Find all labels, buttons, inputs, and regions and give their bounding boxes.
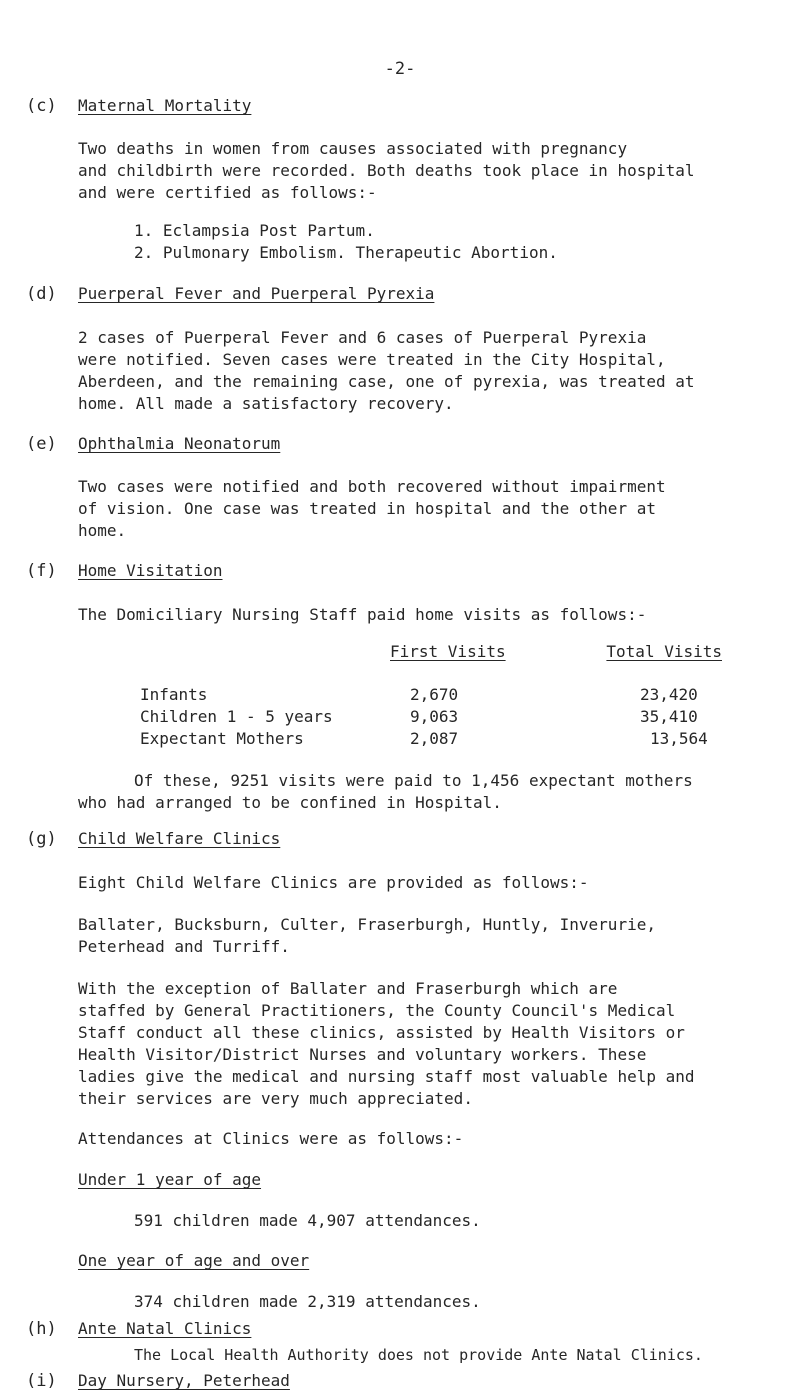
puerperal-line-3: Aberdeen, and the remaining case, one of pyrexia, was treated at: [78, 372, 695, 391]
puerperal-line-4: home. All made a satisfactory recovery.: [78, 394, 454, 413]
table-header-first-visits: First Visits: [390, 642, 506, 661]
clinic-staff-line-3: Staff conduct all these clinics, assisted by Health Visitors or: [78, 1023, 685, 1042]
section-letter-i: (i): [26, 1371, 57, 1391]
table-row-label: Infants: [140, 685, 208, 704]
clinic-staff-line-4: Health Visitor/District Nurses and voluntary workers. These: [78, 1045, 647, 1064]
maternal-item-2: 2. Pulmonary Embolism. Therapeutic Abortion.: [134, 243, 558, 262]
visits-note-line-1: Of these, 9251 visits were paid to 1,456 expectant mothers: [134, 771, 693, 790]
section-letter-f: (f): [26, 561, 57, 581]
table-cell-total: 23,420: [640, 685, 698, 704]
maternal-line-3: and were certified as follows:-: [78, 183, 377, 202]
clinic-staff-line-2: staffed by General Practitioners, the County Council's Medical: [78, 1001, 676, 1020]
table-cell-first: 9,063: [410, 707, 459, 726]
subheading-under-1-year: Under 1 year of age: [78, 1170, 262, 1189]
table-row-label: Children 1 - 5 years: [140, 707, 333, 726]
table-cell-total: 13,564: [650, 729, 708, 748]
clinic-staff-line-6: their services are very much appreciated.: [78, 1089, 473, 1108]
maternal-item-1: 1. Eclampsia Post Partum.: [134, 221, 375, 240]
section-letter-h: (h): [26, 1319, 57, 1339]
ophthalmia-line-2: of vision. One case was treated in hospital and the other at: [78, 499, 656, 518]
maternal-line-2: and childbirth were recorded. Both deaths took place in hospital: [78, 161, 695, 180]
puerperal-line-2: were notified. Seven cases were treated in the City Hospital,: [78, 350, 666, 369]
section-letter-e: (e): [26, 434, 57, 454]
maternal-line-1: Two deaths in women from causes associated with pregnancy: [78, 139, 628, 158]
section-title-ante-natal: Ante Natal Clinics: [78, 1319, 252, 1338]
table-cell-first: 2,670: [410, 685, 459, 704]
table-cell-total: 35,410: [640, 707, 698, 726]
page-number: -2-: [384, 59, 416, 79]
home-visitation-intro: The Domiciliary Nursing Staff paid home visits as follows:-: [78, 605, 647, 624]
clinic-places-line-2: Peterhead and Turriff.: [78, 937, 290, 956]
section-letter-c: (c): [26, 96, 57, 116]
visits-note-line-2: who had arranged to be confined in Hospital.: [78, 793, 502, 812]
clinic-staff-line-1: With the exception of Ballater and Fraserburgh which are: [78, 979, 618, 998]
ophthalmia-line-3: home.: [78, 521, 127, 540]
section-title-child-welfare: Child Welfare Clinics: [78, 829, 281, 848]
clinic-places-line-1: Ballater, Bucksburn, Culter, Fraserburgh, Huntly, Inverurie,: [78, 915, 656, 934]
subheading-one-year-and-over: One year of age and over: [78, 1251, 310, 1270]
ophthalmia-line-1: Two cases were notified and both recovered without impairment: [78, 477, 666, 496]
section-title-puerperal: Puerperal Fever and Puerperal Pyrexia: [78, 284, 435, 303]
ante-natal-line-1: The Local Health Authority does not provide Ante Natal Clinics.: [134, 1346, 703, 1364]
section-title-ophthalmia: Ophthalmia Neonatorum: [78, 434, 281, 453]
child-welfare-intro: Eight Child Welfare Clinics are provided as follows:-: [78, 873, 589, 892]
table-row-label: Expectant Mothers: [140, 729, 304, 748]
section-letter-d: (d): [26, 284, 57, 304]
table-cell-first: 2,087: [410, 729, 459, 748]
clinic-staff-line-5: ladies give the medical and nursing staff most valuable help and: [78, 1067, 695, 1086]
section-title-home-visitation: Home Visitation: [78, 561, 223, 580]
under-1-attendances: 591 children made 4,907 attendances.: [134, 1211, 481, 1230]
attendances-intro: Attendances at Clinics were as follows:-: [78, 1129, 464, 1148]
section-title-day-nursery: Day Nursery, Peterhead: [78, 1371, 290, 1390]
puerperal-line-1: 2 cases of Puerperal Fever and 6 cases of Puerperal Pyrexia: [78, 328, 647, 347]
table-header-total-visits: Total Visits: [606, 642, 722, 661]
section-title-maternal-mortality: Maternal Mortality: [78, 96, 252, 115]
section-letter-g: (g): [26, 829, 57, 849]
over-1-attendances: 374 children made 2,319 attendances.: [134, 1292, 481, 1311]
